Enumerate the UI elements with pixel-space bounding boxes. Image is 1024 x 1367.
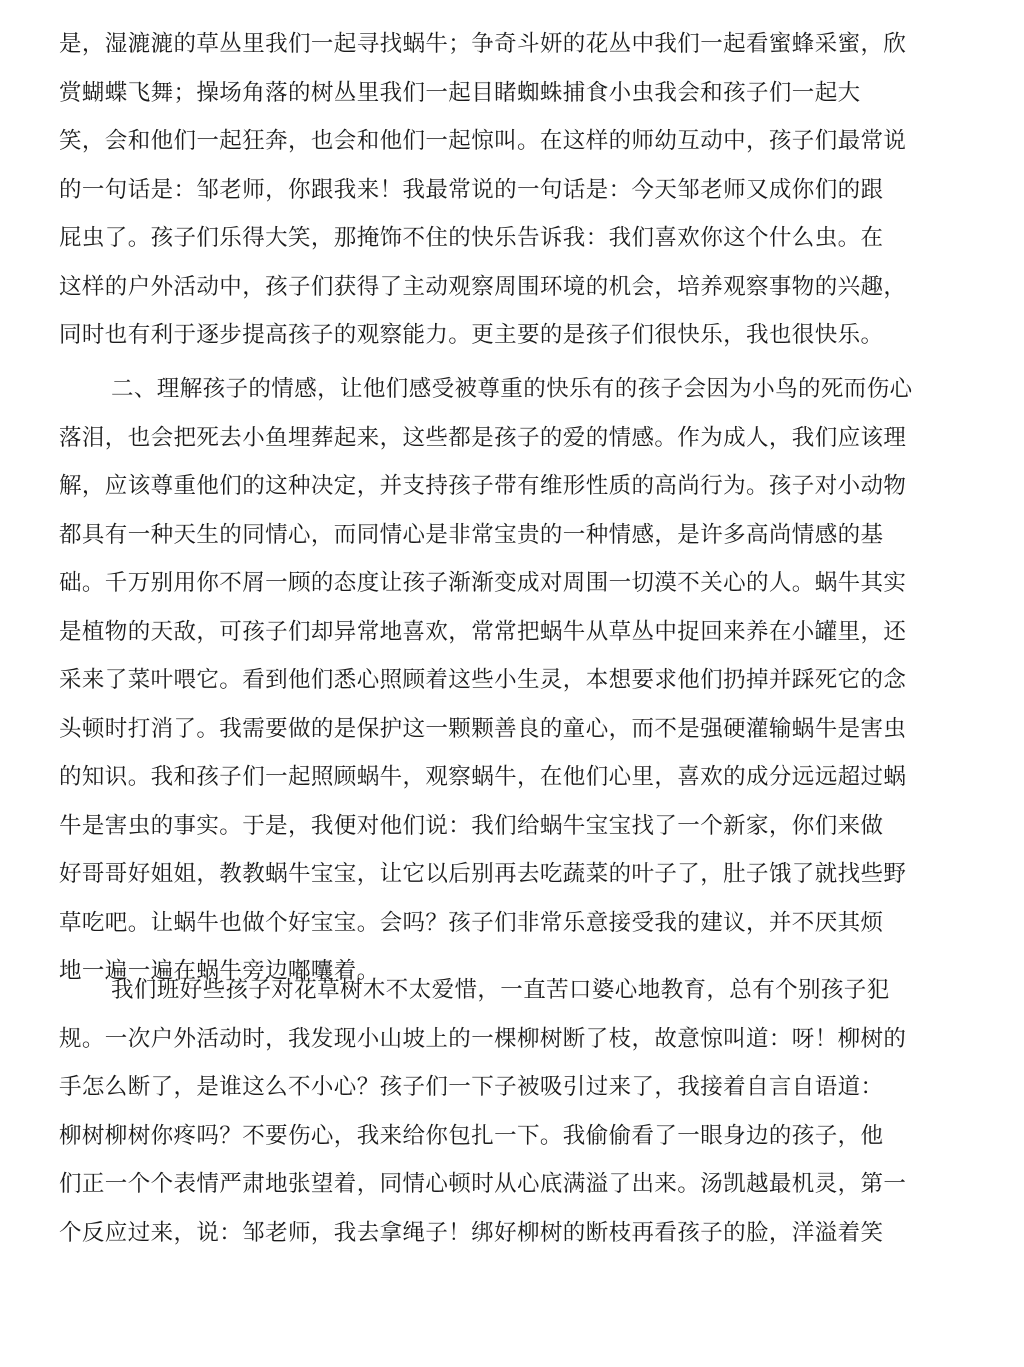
- text-line: 赏蝴蝶飞舞；操场角落的树丛里我们一起目睹蜘蛛捕食小虫我会和孩子们一起大: [59, 79, 861, 106]
- text-line: 牛是害虫的事实。于是，我便对他们说：我们给蜗牛宝宝找了一个新家，你们来做: [59, 812, 884, 839]
- text-line: 础。千万别用你不屑一顾的态度让孩子渐渐变成对周围一切漠不关心的人。蜗牛其实: [59, 570, 907, 596]
- text-line: 这样的户外活动中，孩子们获得了主动观察周围环境的机会，培养观察事物的兴趣，: [59, 273, 907, 300]
- paragraph-1: [59, 20, 939, 360]
- text-line: 是植物的天敌，可孩子们却异常地喜欢，常常把蜗牛从草丛中捉回来养在小罐里，还: [59, 618, 907, 645]
- text-line: 规。一次户外活动时，我发现小山坡上的一棵柳树断了枝，故意惊叫道：呀！柳树的: [59, 1025, 907, 1052]
- text-line: 们正一个个表情严肃地张望着，同情心顿时从心底满溢了出来。汤凯越最机灵，第一: [59, 1171, 907, 1197]
- paragraph-2: [59, 365, 939, 996]
- text-line: 同时也有利于逐步提高孩子的观察能力。更主要的是孩子们很快乐，我也很快乐。: [59, 322, 884, 348]
- text-line: 解，应该尊重他们的这种决定，并支持孩子带有维形性质的高尚行为。孩子对小动物: [59, 473, 907, 499]
- text-line: 草吃吧。让蜗牛也做个好宝宝。会吗？孩子们非常乐意接受我的建议，并不厌其烦: [59, 909, 884, 936]
- text-line: 我们班好些孩子对花草树木不太爱惜，一直苦口婆心地教育，总有个别孩子犯: [111, 977, 890, 1003]
- text-line: 地一遍一遍在蜗牛旁边嘟囔着。: [59, 958, 380, 984]
- text-line: 的知识。我和孩子们一起照顾蜗牛，观察蜗牛，在他们心里，喜欢的成分远远超过蜗: [59, 764, 907, 790]
- text-line: 头顿时打消了。我需要做的是保护这一颗颗善良的童心，而不是强硬灌输蜗牛是害虫: [59, 715, 907, 742]
- text-line: 的一句话是：邹老师，你跟我来！我最常说的一句话是：今天邹老师又成你们的跟: [59, 176, 884, 203]
- text-line: 柳树柳树你疼吗？不要伤心，我来给你包扎一下。我偷偷看了一眼身边的孩子，他: [59, 1122, 884, 1149]
- text-line: 好哥哥好姐姐，教教蜗牛宝宝，让它以后别再去吃蔬菜的叶子了，肚子饿了就找些野: [59, 861, 907, 887]
- text-line: 屁虫了。孩子们乐得大笑，那掩饰不住的快乐告诉我：我们喜欢你这个什么虫。在: [59, 225, 884, 251]
- paragraph-3: [59, 966, 939, 1257]
- text-line: 采来了菜叶喂它。看到他们悉心照顾着这些小生灵，本想要求他们扔掉并踩死它的念: [59, 667, 907, 693]
- text-line: 手怎么断了，是谁这么不小心？孩子们一下子被吸引过来了，我接着自言自语道：: [59, 1074, 884, 1100]
- text-line: 是，湿漉漉的草丛里我们一起寻找蜗牛；争奇斗妍的花丛中我们一起看蜜蜂采蜜，欣: [59, 31, 907, 57]
- text-line: 笑，会和他们一起狂奔，也会和他们一起惊叫。在这样的师幼互动中，孩子们最常说: [59, 128, 907, 154]
- text-line: 个反应过来，说：邹老师，我去拿绳子！绑好柳树的断枝再看孩子的脸，洋溢着笑: [59, 1219, 884, 1246]
- text-line: 二、理解孩子的情感，让他们感受被尊重的快乐有的孩子会因为小鸟的死而伤心: [111, 376, 913, 402]
- text-line: 都具有一种天生的同情心，而同情心是非常宝贵的一种情感，是许多高尚情感的基: [59, 521, 884, 548]
- text-line: 落泪，也会把死去小鱼埋葬起来，这些都是孩子的爱的情感。作为成人，我们应该理: [59, 424, 907, 451]
